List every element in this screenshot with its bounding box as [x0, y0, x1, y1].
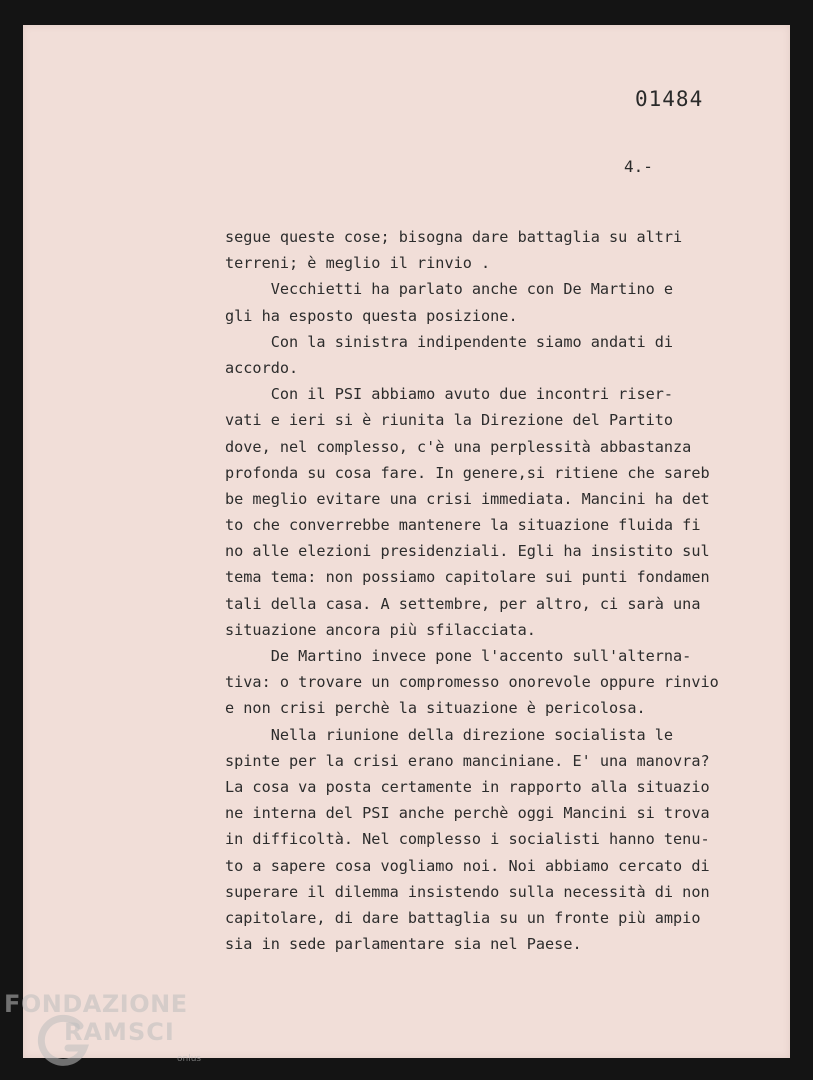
text-line: in difficoltà. Nel complesso i socialisti hanno tenu-	[225, 830, 710, 849]
fondazione-gramsci-watermark	[4, 990, 204, 1070]
text-line: terreni; è meglio il rinvio .	[225, 254, 491, 273]
watermark-line1: FONDAZIONE	[4, 990, 188, 1018]
text-line: be meglio evitare una crisi immediata. Mancini ha det	[225, 489, 710, 508]
page-number: 4.-	[624, 157, 653, 176]
text-line: situazione ancora più sfilacciata.	[225, 620, 536, 639]
text-line: segue queste cose; bisogna dare battaglia su altri	[225, 228, 683, 246]
text-line: ne interna del PSI anche perchè oggi Mancini si trova	[225, 804, 710, 823]
watermark-tag: onlus	[177, 1054, 202, 1064]
watermark-line2: RAMSCI	[64, 1018, 175, 1046]
text-line: profonda su cosa fare. In genere,si ritiene che sareb	[225, 463, 710, 482]
archive-number: 01484	[635, 87, 704, 111]
text-line: dove, nel complesso, c'è una perplessità abbastanza	[225, 437, 692, 456]
text-line: to che converrebbe mantenere la situazione fluida fi	[225, 516, 701, 535]
text-line: La cosa va posta certamente in rapporto alla situazio	[225, 777, 710, 796]
typed-text-body	[225, 224, 745, 957]
text-line: to a sapere cosa vogliamo noi. Noi abbiamo cercato di	[225, 856, 710, 875]
text-line: tiva: o trovare un compromesso onorevole oppure rinvio	[225, 673, 719, 692]
text-line: spinte per la crisi erano manciniane. E' una manovra?	[225, 751, 710, 770]
text-line: De Martino invece pone l'accento sull'alterna-	[225, 647, 692, 665]
text-line: Vecchietti ha parlato anche con De Martino e	[225, 280, 674, 299]
text-line: superare il dilemma insistendo sulla necessità di non	[225, 882, 710, 901]
text-line: no alle elezioni presidenziali. Egli ha insistito sul	[225, 542, 710, 561]
text-line: Con la sinistra indipendente siamo andati di	[225, 332, 674, 351]
text-line: tali della casa. A settembre, per altro, ci sarà una	[225, 594, 701, 613]
text-line: vati e ieri si è riunita la Direzione del Partito	[225, 411, 674, 430]
text-line: sia in sede parlamentare sia nel Paese.	[225, 935, 582, 954]
text-line: tema tema: non possiamo capitolare sui punti fondamen	[225, 568, 710, 587]
document-page	[23, 25, 790, 1058]
text-line: capitolare, di dare battaglia su un fronte più ampio	[225, 908, 701, 927]
text-line: gli ha esposto questa posizione.	[225, 306, 518, 325]
text-line: accordo.	[225, 358, 299, 377]
text-line: Con il PSI abbiamo avuto due incontri riser-	[225, 385, 674, 404]
text-line: Nella riunione della direzione socialista le	[225, 725, 674, 744]
text-line: e non crisi perchè la situazione è pericolosa.	[225, 699, 646, 718]
